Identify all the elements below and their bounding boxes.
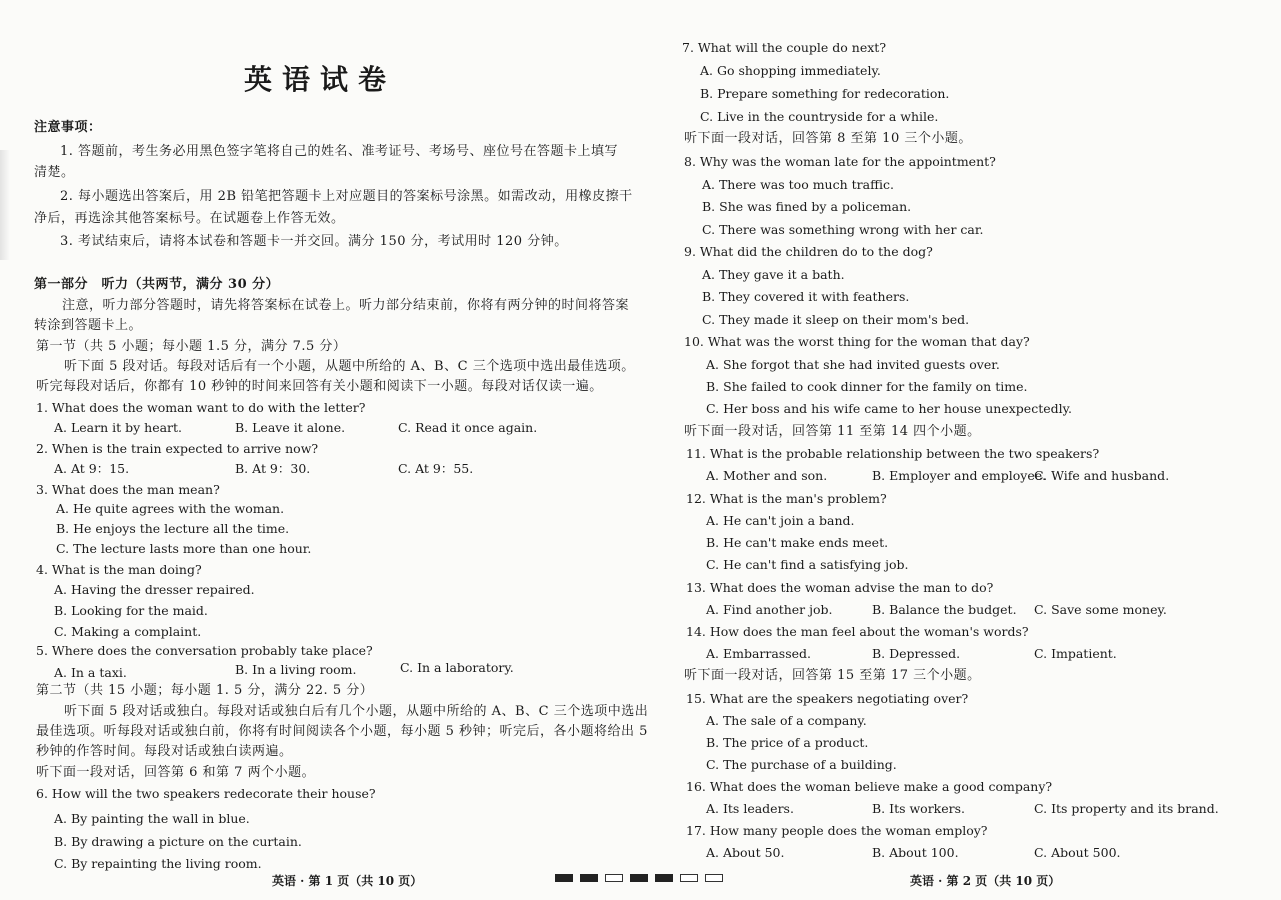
- option: B. Employer and employee.: [872, 468, 1047, 483]
- option: B. Leave it alone.: [235, 420, 346, 435]
- option: B. Its workers.: [872, 801, 966, 816]
- question-7: 7. What will the couple do next?: [682, 40, 887, 55]
- option: B. By drawing a picture on the curtain.: [54, 834, 302, 849]
- page-footer: 英语 · 第 2 页（共 10 页）: [910, 874, 1061, 888]
- option: B. At 9：30.: [235, 461, 311, 476]
- option: C. Live in the countryside for a while.: [700, 109, 939, 124]
- page-2: [640, 0, 1281, 900]
- option: C. At 9：55.: [398, 461, 474, 476]
- note-line: 3. 考试结束后，请将本试卷和答题卡一并交回。满分 150 分，考试用时 120 分钟。: [60, 234, 568, 249]
- listen-instruction: 听下面一段对话，回答第 11 至第 14 四个小题。: [684, 424, 981, 439]
- option: B. Prepare something for redecoration.: [700, 86, 950, 101]
- listen-instruction: 听下面一段对话，回答第 8 至第 10 三个小题。: [684, 131, 972, 146]
- option: A. She forgot that she had invited guests over.: [706, 357, 1000, 372]
- option: A. There was too much traffic.: [702, 177, 894, 192]
- question-15: 15. What are the speakers negotiating over?: [686, 691, 969, 706]
- question-13: 13. What does the woman advise the man to do?: [686, 580, 994, 595]
- option: C. In a laboratory.: [400, 660, 514, 675]
- section2-heading: 第二节（共 15 小题；每小题 1. 5 分，满分 22. 5 分）: [36, 683, 374, 698]
- note-line: 1. 答题前，考生务必用黑色签字笔将自己的姓名、准考证号、考场号、座位号在答题卡上填写: [60, 144, 619, 159]
- option: C. There was something wrong with her car.: [702, 222, 984, 237]
- exam-title: 英语试卷: [243, 63, 396, 96]
- notes-heading: 注意事项：: [34, 120, 102, 135]
- option: C. The lecture lasts more than one hour.: [56, 541, 312, 556]
- option: A. He quite agrees with the woman.: [56, 501, 285, 516]
- question-5: 5. Where does the conversation probably take place?: [36, 643, 373, 658]
- option: B. In a living room.: [235, 662, 357, 677]
- option: A. In a taxi.: [54, 665, 127, 680]
- option: A. Having the dresser repaired.: [54, 582, 255, 597]
- option: C. Save some money.: [1034, 602, 1167, 617]
- option: C. Wife and husband.: [1034, 468, 1170, 483]
- question-9: 9. What did the children do to the dog?: [684, 244, 933, 259]
- option: C. Making a complaint.: [54, 624, 202, 639]
- option: B. He can't make ends meet.: [706, 535, 889, 550]
- section1-note: 听下面 5 段对话。每段对话后有一个小题，从题中所给的 A、B、C 三个选项中选出最佳选项。: [64, 359, 635, 374]
- part1-note: 注意，听力部分答题时，请先将答案标在试卷上。听力部分结束前，你将有两分钟的时间将答案: [62, 298, 630, 313]
- option: A. By painting the wall in blue.: [54, 811, 250, 826]
- page-marker: [555, 874, 573, 882]
- section1-heading: 第一节（共 5 小题；每小题 1.5 分，满分 7.5 分）: [36, 339, 347, 354]
- option: B. They covered it with feathers.: [702, 289, 910, 304]
- section2-note: 秒钟的作答时间。每段对话或独白读两遍。: [36, 744, 293, 759]
- option: A. Find another job.: [706, 602, 833, 617]
- option: A. They gave it a bath.: [702, 267, 845, 282]
- option: B. She failed to cook dinner for the family on time.: [706, 379, 1028, 394]
- section1-note: 听完每段对话后，你都有 10 秒钟的时间来回答有关小题和阅读下一小题。每段对话仅读一遍。: [36, 379, 603, 394]
- question-3: 3. What does the man mean?: [36, 482, 220, 497]
- question-14: 14. How does the man feel about the woman's words?: [686, 624, 1029, 639]
- question-8: 8. Why was the woman late for the appointment?: [684, 154, 996, 169]
- listen-instruction: 听下面一段对话，回答第 15 至第 17 三个小题。: [684, 668, 981, 683]
- note-line: 2. 每小题选出答案后，用 2B 铅笔把答题卡上对应题目的答案标号涂黑。如需改动，用橡皮擦干: [60, 189, 633, 204]
- question-17: 17. How many people does the woman employ?: [686, 823, 988, 838]
- question-6: 6. How will the two speakers redecorate their house?: [36, 786, 376, 801]
- option: B. About 100.: [872, 845, 959, 860]
- option: A. Its leaders.: [706, 801, 794, 816]
- option: C. Impatient.: [1034, 646, 1117, 661]
- option: C. They made it sleep on their mom's bed.: [702, 312, 970, 327]
- option: B. Looking for the maid.: [54, 603, 208, 618]
- option: A. At 9：15.: [54, 461, 130, 476]
- option: C. Its property and its brand.: [1034, 801, 1219, 816]
- question-2: 2. When is the train expected to arrive now?: [36, 441, 319, 456]
- note-line: 清楚。: [34, 165, 75, 180]
- part1-note: 转涂到答题卡上。: [34, 318, 143, 333]
- option: C. He can't find a satisfying job.: [706, 557, 909, 572]
- question-4: 4. What is the man doing?: [36, 562, 202, 577]
- option: A. Learn it by heart.: [54, 420, 183, 435]
- option: C. Her boss and his wife came to her house unexpectedly.: [706, 401, 1073, 416]
- option: C. Read it once again.: [398, 420, 538, 435]
- option: B. Balance the budget.: [872, 602, 1017, 617]
- option: A. Mother and son.: [706, 468, 828, 483]
- option: C. The purchase of a building.: [706, 757, 897, 772]
- option: B. Depressed.: [872, 646, 961, 661]
- option: C. About 500.: [1034, 845, 1121, 860]
- option: A. He can't join a band.: [706, 513, 855, 528]
- part1-heading: 第一部分 听力（共两节，满分 30 分）: [34, 277, 280, 292]
- option: A. The sale of a company.: [706, 713, 867, 728]
- option: A. Embarrassed.: [706, 646, 812, 661]
- page-marker: [605, 874, 623, 882]
- option: B. He enjoys the lecture all the time.: [56, 521, 290, 536]
- option: A. About 50.: [706, 845, 785, 860]
- listen-instruction: 听下面一段对话，回答第 6 和第 7 两个小题。: [36, 765, 316, 780]
- question-12: 12. What is the man's problem?: [686, 491, 887, 506]
- question-16: 16. What does the woman believe make a good company?: [686, 779, 1053, 794]
- option: B. She was fined by a policeman.: [702, 199, 912, 214]
- note-line: 净后，再选涂其他答案标号。在试题卷上作答无效。: [34, 211, 345, 226]
- option: A. Go shopping immediately.: [700, 63, 881, 78]
- section2-note: 最佳选项。听每段对话或独白前，你将有时间阅读各个小题，每小题 5 秒钟；听完后，各小题将给出 5: [36, 724, 648, 739]
- option: B. The price of a product.: [706, 735, 869, 750]
- page-marker: [580, 874, 598, 882]
- question-1: 1. What does the woman want to do with the letter?: [36, 400, 366, 415]
- page-footer: 英语 · 第 1 页（共 10 页）: [272, 874, 423, 888]
- option: C. By repainting the living room.: [54, 856, 262, 871]
- question-11: 11. What is the probable relationship between the two speakers?: [686, 446, 1100, 461]
- question-10: 10. What was the worst thing for the woman that day?: [684, 334, 1030, 349]
- section2-note: 听下面 5 段对话或独白。每段对话或独白后有几个小题，从题中所给的 A、B、C 三个选项中选出: [64, 704, 649, 719]
